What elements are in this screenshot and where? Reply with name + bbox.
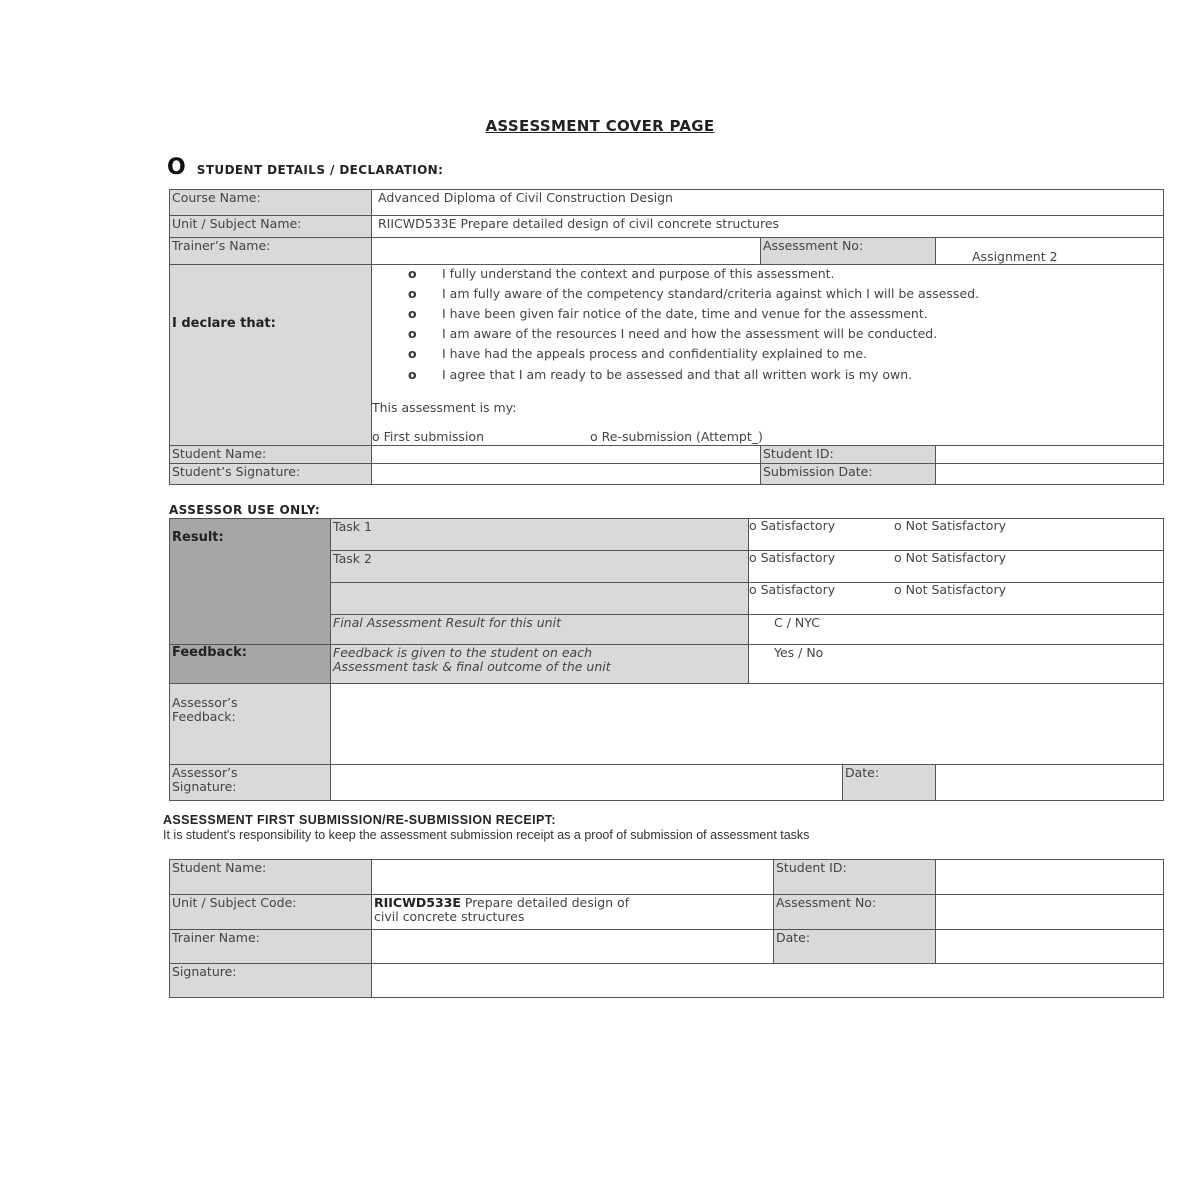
task-2-not-satisfactory-option[interactable]: o Not Satisfactory xyxy=(894,550,1006,565)
final-result-field[interactable]: C / NYC xyxy=(748,614,1164,645)
assessor-feedback-field[interactable] xyxy=(330,683,1164,765)
task-1-label: Task 1 xyxy=(330,518,749,551)
assessment-no-label: Assessment No: xyxy=(760,237,936,265)
receipt-student-id-label: Student ID: xyxy=(773,859,936,895)
receipt-section-title: ASSESSMENT FIRST SUBMISSION/RE-SUBMISSION RECEIPT: xyxy=(163,813,556,827)
assessor-date-label: Date: xyxy=(842,764,936,801)
feedback-description xyxy=(330,644,749,684)
declaration-checkbox[interactable]: o xyxy=(408,367,417,382)
student-name-field[interactable] xyxy=(371,445,761,464)
course-name-label: Course Name: xyxy=(169,189,372,216)
student-signature-field[interactable] xyxy=(371,463,761,485)
declaration-item xyxy=(408,267,835,281)
declaration-item xyxy=(408,307,928,321)
receipt-unit-code-field[interactable] xyxy=(371,894,774,930)
assessor-date-field[interactable] xyxy=(935,764,1164,801)
assessor-signature-label-line: Signature: xyxy=(172,779,237,794)
student-signature-label: Student’s Signature: xyxy=(169,463,372,485)
assessment-no-field[interactable]: Assignment 2 xyxy=(935,237,1164,265)
declaration-item xyxy=(408,287,979,301)
feedback-description-line: Assessment task & final outcome of the unit xyxy=(333,659,611,674)
receipt-unit-title-line: civil concrete structures xyxy=(374,909,525,924)
declaration-checkbox[interactable]: o xyxy=(408,306,417,321)
declaration-text: I agree that I am ready to be assessed and that all written work is my own. xyxy=(442,367,913,382)
assessor-signature-label-line: Assessor’s xyxy=(172,765,238,780)
declaration-text: I am fully aware of the competency standard/criteria against which I will be assessed. xyxy=(442,286,980,301)
declaration-item xyxy=(408,327,937,341)
declaration-checkbox[interactable]: o xyxy=(408,346,417,361)
receipt-signature-field[interactable] xyxy=(371,963,1164,998)
task-3-satisfactory-option[interactable]: o Satisfactory xyxy=(749,582,836,597)
assessor-signature-label xyxy=(169,764,331,801)
declaration-text: I am aware of the resources I need and how the assessment will be conducted. xyxy=(442,326,938,341)
assessor-feedback-label-line: Assessor’s xyxy=(172,695,238,710)
course-name-field[interactable]: Advanced Diploma of Civil Construction Design xyxy=(371,189,1164,216)
student-section-heading xyxy=(167,155,443,180)
task-2-result xyxy=(748,550,1164,583)
submission-prompt: This assessment is my: xyxy=(372,400,517,415)
trainer-name-field[interactable] xyxy=(371,237,761,265)
unit-name-field[interactable]: RIICWD533E Prepare detailed design of civil concrete structures xyxy=(371,215,1164,238)
declaration-checkbox[interactable]: o xyxy=(408,286,417,301)
submission-date-field[interactable] xyxy=(935,463,1164,485)
trainer-name-label: Trainer’s Name: xyxy=(169,237,372,265)
first-submission-option[interactable]: o First submission xyxy=(372,429,484,444)
receipt-date-field[interactable] xyxy=(935,929,1164,964)
receipt-trainer-name-label: Trainer Name: xyxy=(169,929,372,964)
task-3-result xyxy=(748,582,1164,615)
receipt-assessment-no-field[interactable] xyxy=(935,894,1164,930)
section-bullet: O xyxy=(167,155,186,180)
declare-label: I declare that: xyxy=(169,264,372,446)
declaration-checkbox[interactable]: o xyxy=(408,266,417,281)
receipt-student-id-field[interactable] xyxy=(935,859,1164,895)
task-2-label: Task 2 xyxy=(330,550,749,583)
feedback-description-line: Feedback is given to the student on each xyxy=(333,645,592,660)
final-result-label: Final Assessment Result for this unit xyxy=(330,614,749,645)
declaration-checkbox[interactable]: o xyxy=(408,326,417,341)
feedback-given-field[interactable]: Yes / No xyxy=(748,644,1164,684)
student-name-label: Student Name: xyxy=(169,445,372,464)
feedback-label: Feedback: xyxy=(169,644,331,684)
receipt-student-name-field[interactable] xyxy=(371,859,774,895)
task-3-label xyxy=(330,582,749,615)
declaration-item xyxy=(408,368,912,382)
receipt-assessment-no-label: Assessment No: xyxy=(773,894,936,930)
student-id-label: Student ID: xyxy=(760,445,936,464)
task-3-not-satisfactory-option[interactable]: o Not Satisfactory xyxy=(894,582,1006,597)
task-2-satisfactory-option[interactable]: o Satisfactory xyxy=(749,550,836,565)
assessor-feedback-label-line: Feedback: xyxy=(172,709,236,724)
assessor-signature-field[interactable] xyxy=(330,764,843,801)
task-1-result xyxy=(748,518,1164,551)
task-1-not-satisfactory-option[interactable]: o Not Satisfactory xyxy=(894,518,1006,533)
declaration-box xyxy=(371,264,1164,446)
student-section-title: STUDENT DETAILS / DECLARATION: xyxy=(196,163,444,177)
declaration-text: I have been given fair notice of the date, time and venue for the assessment. xyxy=(442,306,928,321)
receipt-note: It is student's responsibility to keep the assessment submission receipt as a proof of submission of assessment tasks xyxy=(163,828,810,842)
receipt-student-name-label: Student Name: xyxy=(169,859,372,895)
assessor-feedback-label xyxy=(169,683,331,765)
page-title: ASSESSMENT COVER PAGE xyxy=(485,117,715,135)
result-label: Result: xyxy=(169,518,331,645)
resubmission-option[interactable]: o Re-submission (Attempt_) xyxy=(590,429,763,444)
receipt-unit-title: Prepare detailed design of xyxy=(460,895,630,910)
declaration-text: I have had the appeals process and confidentiality explained to me. xyxy=(442,346,868,361)
submission-date-label: Submission Date: xyxy=(760,463,936,485)
receipt-unit-code: RIICWD533E xyxy=(374,895,461,910)
student-id-field[interactable] xyxy=(935,445,1164,464)
declaration-text: I fully understand the context and purpose of this assessment. xyxy=(442,266,835,281)
unit-name-label: Unit / Subject Name: xyxy=(169,215,372,238)
assessor-section-title: ASSESSOR USE ONLY: xyxy=(169,503,321,517)
task-1-satisfactory-option[interactable]: o Satisfactory xyxy=(749,518,836,533)
receipt-signature-label: Signature: xyxy=(169,963,372,998)
receipt-unit-code-label: Unit / Subject Code: xyxy=(169,894,372,930)
declaration-item xyxy=(408,347,867,361)
receipt-trainer-name-field[interactable] xyxy=(371,929,774,964)
receipt-date-label: Date: xyxy=(773,929,936,964)
receipt-unit-code-line xyxy=(374,896,771,910)
